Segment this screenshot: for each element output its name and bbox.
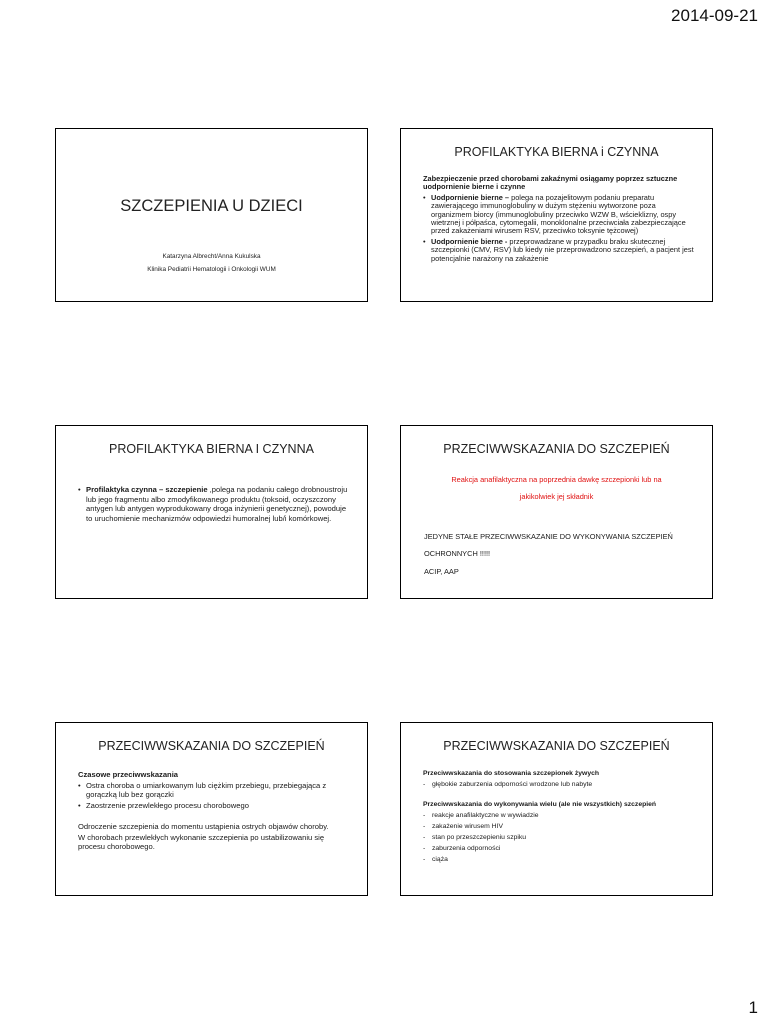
slide-6 [400, 722, 713, 896]
dash-item: - zaburzenia odporności [423, 845, 696, 853]
page-number: 1 [748, 998, 758, 1017]
slide-heading: Przeciwwskazania do stosowania szczepionek żywych [423, 770, 600, 777]
bullet-term: Profilaktyka czynna – szczepienie [86, 485, 208, 494]
slide-title: SZCZEPIENIA U DZIECI [120, 197, 303, 215]
slide-intro: Zabezpieczenie przed chorobami zakaźnymi osiągamy poprzez sztuczne uodpornienie bierne i czynne [423, 174, 678, 192]
slide-1 [55, 128, 368, 302]
slide-title: PRZECIWWSKAZANIA DO SZCZEPIEŃ [443, 739, 670, 753]
slide-title: PRZECIWWSKAZANIA DO SZCZEPIEŃ [98, 739, 325, 753]
slide-3 [55, 425, 368, 599]
bullet-term: Uodpornienie bierne – [431, 192, 510, 202]
red-note-line-1: Reakcja anafilaktyczna na poprzednia dawkę szczepionki lub na [451, 475, 662, 484]
note-line-2: OCHRONNYCH !!!!! [424, 549, 491, 558]
slide-heading: Czasowe przeciwwskazania [78, 770, 179, 779]
slide-title: PRZECIWWSKAZANIA DO SZCZEPIEŃ [443, 442, 670, 456]
bullet-item [423, 194, 696, 236]
note-line-1: JEDYNE STAŁE PRZECIWWSKAZANIE DO WYKONYWANIA SZCZEPIEŃ [424, 532, 673, 541]
slide-body [78, 483, 351, 523]
bullet-item: • Ostra choroba o umiarkowanym lub ciężkim przebiegu, przebiegająca z gorączką lub bez gorączki [78, 781, 351, 799]
bullet-term: Uodpornienie bierne - [431, 236, 508, 246]
slide-heading: Przeciwwskazania do wykonywania wielu (ale nie wszystkich) szczepień [423, 801, 657, 808]
slide-body [423, 175, 696, 263]
dash-item: - reakcje anafilaktyczne w wywiadzie [423, 812, 696, 820]
slide-5 [55, 722, 368, 896]
slide-body [78, 770, 351, 851]
dash-item: - ciąża [423, 856, 696, 864]
slide-2 [400, 128, 713, 302]
slide-4 [400, 425, 713, 599]
note-line-3: ACIP, AAP [424, 567, 459, 576]
bullet-text: ,polega na podaniu całego drobnoustroju lub jego fragmentu albo zmodyfikowanego produktu (toksoid, oczyszczony antygen lub antygen wyprodukowany droga inżynierii genetycznej), powoduje to uruchomienie mechanizmów odpowiedzi humoralnej lub/i komórkowej. [86, 485, 348, 523]
bullet-text: polega na pozajelitowym podaniu preparatu zawierającego immunoglobuliny w dużym stężeniu wytworzone poza organizmem biorcy (immunoglobuliny przeciwko WZW B, wścieklizny, ospy wietrznej i półpaśca, cytomegalii, monoklonalne przeciwciała zabezpieczające przed zakażeniami wirusem RSV, przeciwko toksynie tężcowej) [431, 192, 686, 236]
slide-paragraph: W chorobach przewlekłych wykonanie szczepienia po ustabilizowaniu się procesu chorobowego. [78, 833, 325, 851]
page-date: 2014-09-21 [671, 6, 758, 25]
slide-title: PROFILAKTYKA BIERNA i CZYNNA [454, 145, 659, 159]
slide-paragraph: Odroczenie szczepienia do momentu ustąpienia ostrych objawów choroby. [78, 822, 329, 831]
bullet-item [78, 485, 351, 523]
slide-authors: Katarzyna Albrecht/Anna Kukulska [162, 253, 261, 260]
dash-item: - stan po przeszczepieniu szpiku [423, 834, 696, 842]
bullet-text: przeprowadzane w przypadku braku skutecznej szczepionki (CMV, RSV) lub kiedy nie przeprowadzono szczepień, a pacjent jest potencjalnie narażony na zakażenie [431, 236, 694, 263]
slide-affiliation: Klinika Pediatrii Hematologii i Onkologii WUM [147, 266, 276, 273]
slide-title: PROFILAKTYKA BIERNA I CZYNNA [109, 442, 314, 456]
bullet-item [423, 238, 696, 263]
dash-item: - głębokie zaburzenia odporności wrodzone lub nabyte [423, 781, 696, 789]
red-note-line-2: jakikolwiek jej składnik [519, 492, 594, 501]
dash-item: - zakażenie wirusem HIV [423, 823, 696, 831]
bullet-item: • Zaostrzenie przewlekłego procesu chorobowego [78, 801, 351, 810]
slide-body [423, 770, 696, 864]
